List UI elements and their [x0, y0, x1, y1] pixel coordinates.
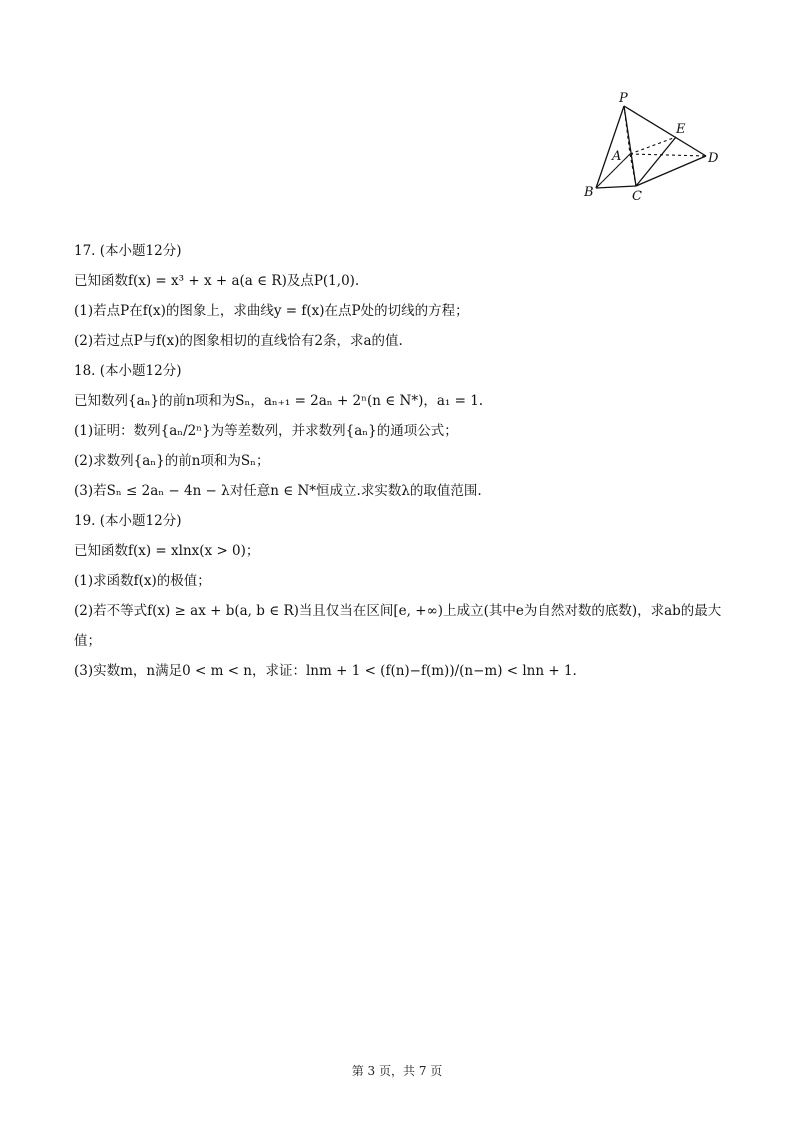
label-C: C: [632, 189, 642, 204]
problem-17-header: 17. (本小题12分): [74, 243, 182, 259]
page-footer: 第 3 页，共 7 页: [351, 1064, 443, 1078]
problem-19-header: 19. (本小题12分): [74, 513, 182, 529]
problem-17-stem: 已知函数f(x) = x³ + x + a(a ∈ R)及点P(1,0).: [74, 273, 360, 289]
label-A: A: [612, 149, 622, 164]
label-D: D: [708, 151, 719, 166]
label-E: E: [676, 122, 686, 137]
problem-18-part-2: (2)求数列{aₙ}的前n项和为Sₙ；: [74, 453, 270, 469]
problem-list: [74, 236, 734, 686]
problem-18-header: 18. (本小题12分): [74, 363, 182, 379]
problem-19-part-3: (3)实数m，n满足0 < m < n，求证：lnm + 1 < (f(n)−f(m))/(n−m) < lnn + 1.: [74, 663, 577, 679]
problem-18-stem: 已知数列{aₙ}的前n项和为Sₙ，aₙ₊₁ = 2aₙ + 2ⁿ(n ∈ N*)，a₁ = 1.: [74, 393, 484, 409]
label-B: B: [584, 185, 594, 200]
edge-AD: [630, 154, 706, 156]
problem-19-part-1: (1)求函数f(x)的极值；: [74, 573, 211, 589]
edge-CE: [636, 137, 676, 186]
problem-17-part-2: (2)若过点P与f(x)的图象相切的直线恰有2条，求a的值.: [74, 333, 403, 349]
edge-BC: [596, 186, 636, 188]
problem-18-part-1: (1)证明：数列{aₙ/2ⁿ}为等差数列，并求数列{aₙ}的通项公式；: [74, 423, 458, 439]
edge-CD: [636, 156, 706, 186]
problem-19-stem: 已知函数f(x) = xlnx(x > 0)；: [74, 543, 260, 559]
label-P: P: [619, 91, 628, 106]
problem-19-part-2: (2)若不等式f(x) ≥ ax + b(a, b ∈ R)当且仅当在区间[e, +∞)上成立(其中e为自然对数的底数)，求ab的最大值；: [74, 603, 722, 649]
edge-PA: [624, 106, 630, 154]
problem-18-part-3: (3)若Sₙ ≤ 2aₙ − 4n − λ对任意n ∈ N*恒成立.求实数λ的取值范围.: [74, 483, 482, 499]
edge-PB: [596, 106, 624, 188]
problem-17-part-1: (1)若点P在f(x)的图象上，求曲线y = f(x)在点P处的切线的方程；: [74, 303, 469, 319]
pyramid-figure: [578, 88, 728, 208]
pyramid-diagram: [578, 88, 728, 208]
edge-PD: [624, 106, 706, 156]
